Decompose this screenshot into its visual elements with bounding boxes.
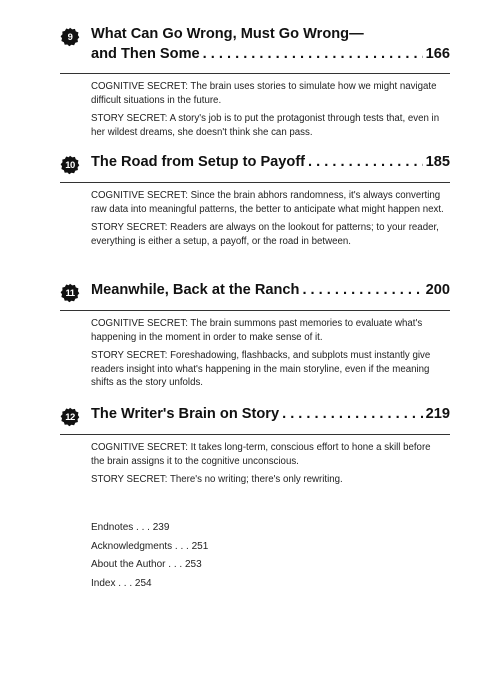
chapter-title[interactable]: The Writer's Brain on Story . . . 219 [91, 404, 450, 424]
chapter-heading [60, 152, 450, 172]
backmatter-item-acknowledgments[interactable]: Acknowledgments . . . 251 [91, 540, 209, 552]
chapter-title[interactable]: Meanwhile, Back at the Ranch . . . 200 [91, 280, 450, 300]
backmatter-item-index[interactable]: Index . . . 254 [91, 577, 152, 589]
chapter-12 [60, 404, 450, 492]
chapter-number: 10 [65, 159, 75, 171]
chapter-title[interactable]: What Can Go Wrong, Must Go Wrong— and Then Some . . . 166 [91, 24, 450, 64]
divider [60, 310, 450, 311]
backmatter-item-endnotes[interactable]: Endnotes . . . 239 [91, 522, 170, 533]
chapter-number: 9 [67, 31, 73, 43]
cognitive-secret: COGNITIVE SECRET: It takes long-term, conscious effort to hone a skill before the brain assigns it to the cognitive unconscious. [91, 442, 431, 467]
cognitive-secret: COGNITIVE SECRET: The brain uses stories to simulate how we might navigate difficult situations in the future. [91, 81, 437, 106]
backmatter-list [91, 519, 208, 593]
cognitive-secret: COGNITIVE SECRET: Since the brain abhors randomness, it's always converting raw data into meaningful patterns, the better to anticipate what might happen next. [91, 190, 444, 215]
chapter-page-number: 166 [425, 46, 450, 62]
story-secret: STORY SECRET: Readers are always on the lookout for patterns; to your reader, everything is either a setup, a payoff, or the road in between. [91, 222, 439, 247]
dot-leader [282, 404, 423, 424]
divider [60, 434, 450, 435]
chapter-9 [60, 24, 450, 144]
chapter-title[interactable]: The Road from Setup to Payoff . . . 185 [91, 152, 450, 172]
divider [60, 182, 450, 183]
dot-leader [302, 280, 422, 300]
dot-leader [308, 152, 423, 172]
chapter-heading [60, 280, 450, 300]
chapter-page-number: 200 [425, 282, 450, 298]
divider [60, 73, 450, 74]
chapter-number-badge [60, 27, 80, 47]
chapter-page-number: 185 [425, 154, 450, 170]
chapter-heading [60, 404, 450, 424]
chapter-number: 12 [65, 411, 75, 423]
backmatter-item-about-author[interactable]: About the Author . . . 253 [91, 559, 202, 571]
cognitive-secret: COGNITIVE SECRET: The brain summons past memories to evaluate what's happening in the moment in order to make sense of it. [91, 318, 423, 343]
chapter-10 [60, 152, 450, 253]
dot-leader [203, 44, 423, 64]
story-secret: STORY SECRET: Foreshadowing, flashbacks, and subplots must instantly give readers insight into what's happening in the main storyline, even if the meaning shifts as the story unfolds. [91, 350, 431, 388]
chapter-page-number: 219 [425, 406, 450, 422]
chapter-heading [60, 24, 450, 64]
chapter-number-badge [60, 283, 80, 303]
chapter-number-badge [60, 155, 80, 175]
chapter-number-badge [60, 407, 80, 427]
chapter-11 [60, 280, 450, 395]
chapter-number: 11 [65, 287, 75, 299]
story-secret: STORY SECRET: There's no writing; there's only rewriting. [91, 474, 343, 485]
story-secret: STORY SECRET: A story's job is to put the protagonist through tests that, even in her wildest dreams, she doesn't think she can pass. [91, 113, 440, 138]
